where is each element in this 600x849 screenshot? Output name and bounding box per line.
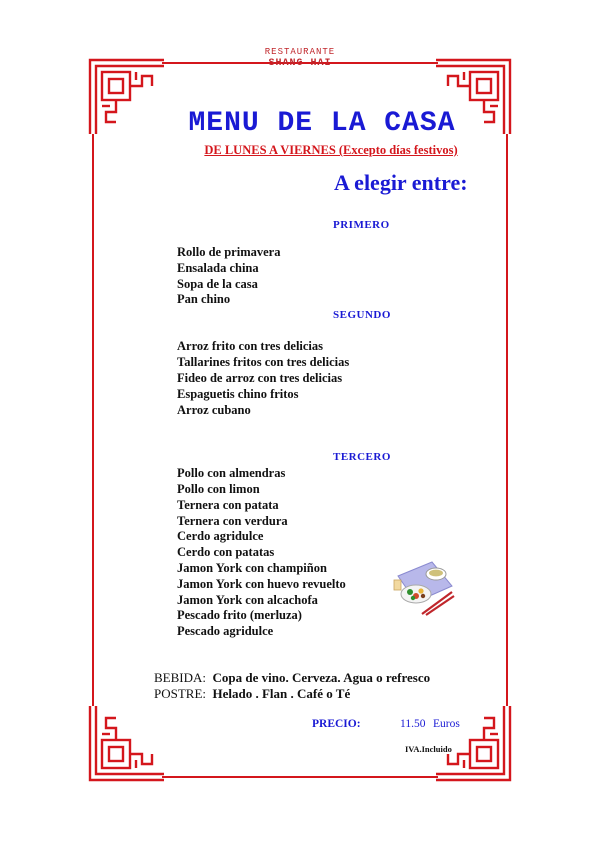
dish-item: Pescado frito (merluza) [177, 608, 302, 622]
drinks-label: BEBIDA: [154, 670, 206, 685]
dessert-label: POSTRE: [154, 686, 207, 701]
dish-item: Jamon York con alcachofa [177, 593, 318, 607]
dish-item: Jamon York con champiñon [177, 561, 327, 575]
restaurant-label: RESTAURANTE [264, 47, 336, 57]
dish-item: Arroz cubano [177, 403, 251, 417]
dish-item: Espaguetis chino fritos [177, 387, 299, 401]
dish-item: Fideo de arroz con tres delicias [177, 371, 343, 385]
drinks-value: Copa de vino. Cerveza. Agua o refresco [212, 670, 431, 685]
border-line-right [506, 134, 508, 706]
section-segundo-label: SEGUNDO [333, 309, 391, 321]
chinese-food-plate-icon [392, 556, 456, 616]
section-primero-label: PRIMERO [333, 219, 390, 231]
dish-item: Pollo con almendras [177, 466, 286, 480]
dish-item: Ternera con verdura [177, 514, 288, 528]
dish-item: Sopa de la casa [177, 277, 258, 291]
dessert-line [154, 686, 350, 702]
days-note: DE LUNES A VIERNES (Excepto días festivos) [204, 143, 458, 157]
dessert-value: Helado . Flan . Café o Té [212, 686, 351, 701]
border-line-left [92, 134, 94, 706]
dish-item: Cerdo agridulce [177, 529, 264, 543]
tax-note: IVA.Incluido [405, 744, 452, 754]
price-currency: Euros [433, 718, 460, 730]
price-label: PRECIO: [312, 718, 361, 730]
dish-item: Rollo de primavera [177, 245, 281, 259]
menu-title: MENU DE LA CASA [188, 108, 456, 139]
dish-item: Cerdo con patatas [177, 545, 275, 559]
border-line-bottom [162, 776, 438, 778]
section-tercero-label: TERCERO [333, 451, 391, 463]
dish-item: Tallarines fritos con tres delicias [177, 355, 350, 369]
dish-item: Jamon York con huevo revuelto [177, 577, 346, 591]
choose-heading: A elegir entre: [334, 170, 468, 195]
dish-item: Ensalada china [177, 261, 259, 275]
dish-item: Arroz frito con tres delicias [177, 339, 324, 353]
restaurant-name: SHANG HAI [268, 58, 332, 69]
drinks-line [154, 670, 430, 686]
dish-item: Pan chino [177, 292, 231, 306]
dish-item: Pollo con limon [177, 482, 260, 496]
dish-item: Pescado agridulce [177, 624, 274, 638]
dish-item: Ternera con patata [177, 498, 279, 512]
chinese-knot-corner-icon [86, 704, 166, 784]
price-value: 11.50 [400, 718, 426, 730]
